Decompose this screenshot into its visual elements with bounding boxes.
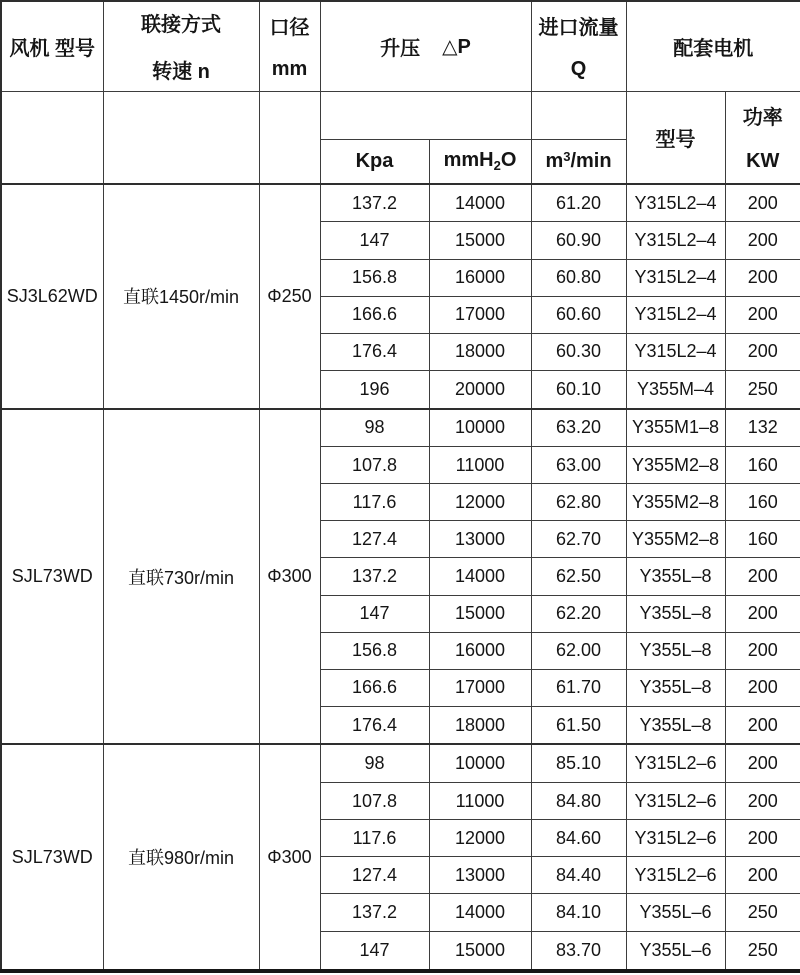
header-unit-mmh2o-label: mmH$_2$O xyxy=(443,149,517,174)
header-unit-mmh2o-cell xyxy=(429,139,531,184)
flow-cell: 63.00 xyxy=(531,447,626,484)
diameter-cell: Φ250 xyxy=(259,184,320,409)
motor-model-cell: Y315L2–6 xyxy=(626,820,725,857)
mmh2o-cell: 14000 xyxy=(429,894,531,931)
power-cell: 200 xyxy=(725,820,800,857)
flow-cell: 61.20 xyxy=(531,184,626,222)
header-diameter-spacer-cell xyxy=(259,91,320,184)
mmh2o-cell: 15000 xyxy=(429,595,531,632)
flow-cell: 60.30 xyxy=(531,333,626,370)
motor-model-cell: Y315L2–6 xyxy=(626,744,725,782)
motor-model-cell: Y315L2–4 xyxy=(626,259,725,296)
motor-model-cell: Y355L–8 xyxy=(626,632,725,669)
mmh2o-cell: 15000 xyxy=(429,222,531,259)
power-cell: 250 xyxy=(725,371,800,409)
header-pressure-spacer-cell xyxy=(320,91,531,139)
header-power-line1: 功率 xyxy=(742,107,783,130)
header-flow-spacer-cell xyxy=(531,91,626,139)
kpa-cell: 176.4 xyxy=(320,707,429,745)
flow-cell: 61.70 xyxy=(531,669,626,706)
motor-model-cell: Y355M2–8 xyxy=(626,484,725,521)
mmh2o-cell: 13000 xyxy=(429,521,531,558)
header-connection-cell xyxy=(103,1,259,91)
power-cell: 250 xyxy=(725,931,800,971)
connection-cell: 直联1450r/min xyxy=(103,184,259,409)
flow-cell: 62.80 xyxy=(531,484,626,521)
flow-cell: 60.60 xyxy=(531,296,626,333)
power-cell: 200 xyxy=(725,857,800,894)
flow-cell: 60.90 xyxy=(531,222,626,259)
diameter-cell: Φ300 xyxy=(259,744,320,971)
flow-cell: 62.70 xyxy=(531,521,626,558)
kpa-cell: 127.4 xyxy=(320,857,429,894)
motor-model-cell: Y355L–6 xyxy=(626,931,725,971)
power-cell: 160 xyxy=(725,447,800,484)
header-connection-spacer-cell xyxy=(103,91,259,184)
kpa-cell: 166.6 xyxy=(320,296,429,333)
header-fan-model-label: 风机 型号 xyxy=(9,37,96,60)
flow-cell: 84.10 xyxy=(531,894,626,931)
header-row-2 xyxy=(1,91,800,139)
motor-model-cell: Y355M2–8 xyxy=(626,447,725,484)
mmh2o-cell: 17000 xyxy=(429,669,531,706)
header-unit-m3min-label: $m^3/\min$ xyxy=(545,149,612,173)
power-cell: 200 xyxy=(725,558,800,595)
flow-cell: 63.20 xyxy=(531,409,626,447)
mmh2o-cell: 20000 xyxy=(429,371,531,409)
power-cell: 200 xyxy=(725,669,800,706)
motor-model-cell: Y355M2–8 xyxy=(626,521,725,558)
connection-cell: 直联980r/min xyxy=(103,744,259,971)
flow-cell: 83.70 xyxy=(531,931,626,971)
mmh2o-cell: 12000 xyxy=(429,484,531,521)
power-cell: 200 xyxy=(725,632,800,669)
header-fan-model-spacer-cell xyxy=(1,91,103,184)
mmh2o-cell: 18000 xyxy=(429,707,531,745)
fan-model-cell: SJL73WD xyxy=(1,409,103,745)
power-cell: 200 xyxy=(725,707,800,745)
header-connection-line2: 转速 n xyxy=(152,61,210,84)
mmh2o-cell: 13000 xyxy=(429,857,531,894)
motor-model-cell: Y355L–8 xyxy=(626,707,725,745)
mmh2o-cell: 16000 xyxy=(429,632,531,669)
motor-model-cell: Y355L–8 xyxy=(626,595,725,632)
motor-model-cell: Y315L2–4 xyxy=(626,184,725,222)
kpa-cell: 196 xyxy=(320,371,429,409)
kpa-cell: 107.8 xyxy=(320,447,429,484)
power-cell: 200 xyxy=(725,259,800,296)
flow-cell: 62.20 xyxy=(531,595,626,632)
kpa-cell: 107.8 xyxy=(320,782,429,819)
flow-cell: 84.60 xyxy=(531,820,626,857)
header-unit-kpa-label: Kpa xyxy=(355,149,394,172)
header-row-1 xyxy=(1,1,800,91)
kpa-cell: 147 xyxy=(320,595,429,632)
power-cell: 160 xyxy=(725,484,800,521)
header-diameter-line2: mm xyxy=(271,58,308,81)
mmh2o-cell: 15000 xyxy=(429,931,531,971)
header-flow-cell xyxy=(531,1,626,91)
header-pressure-label: 升压 xyxy=(380,37,421,60)
power-cell: 200 xyxy=(725,296,800,333)
kpa-cell: 117.6 xyxy=(320,484,429,521)
kpa-cell: 137.2 xyxy=(320,558,429,595)
table-row xyxy=(1,409,800,447)
flow-cell: 62.50 xyxy=(531,558,626,595)
motor-model-cell: Y355M1–8 xyxy=(626,409,725,447)
kpa-cell: 147 xyxy=(320,222,429,259)
flow-cell: 62.00 xyxy=(531,632,626,669)
header-pressure-cell xyxy=(320,1,531,91)
kpa-cell: 127.4 xyxy=(320,521,429,558)
flow-cell: 60.10 xyxy=(531,371,626,409)
power-cell: 200 xyxy=(725,222,800,259)
header-fan-model-cell xyxy=(1,1,103,91)
motor-model-cell: Y355L–8 xyxy=(626,558,725,595)
mmh2o-cell: 14000 xyxy=(429,558,531,595)
fan-model-cell: SJ3L62WD xyxy=(1,184,103,409)
header-unit-m3min-cell xyxy=(531,139,626,184)
table-row xyxy=(1,184,800,222)
mmh2o-cell: 16000 xyxy=(429,259,531,296)
kpa-cell: 166.6 xyxy=(320,669,429,706)
mmh2o-cell: 10000 xyxy=(429,744,531,782)
kpa-cell: 117.6 xyxy=(320,820,429,857)
motor-model-cell: Y355L–6 xyxy=(626,894,725,931)
kpa-cell: 137.2 xyxy=(320,184,429,222)
kpa-cell: 98 xyxy=(320,744,429,782)
connection-cell: 直联730r/min xyxy=(103,409,259,745)
motor-model-cell: Y355M–4 xyxy=(626,371,725,409)
flow-cell: 84.80 xyxy=(531,782,626,819)
header-pressure-delta: △P xyxy=(442,35,471,58)
header-motor-model-cell xyxy=(626,91,725,184)
header-motor-model-label: 型号 xyxy=(655,128,696,151)
flow-cell: 85.10 xyxy=(531,744,626,782)
kpa-cell: 98 xyxy=(320,409,429,447)
header-flow-line2: Q xyxy=(570,58,587,81)
mmh2o-cell: 11000 xyxy=(429,447,531,484)
header-motor-group-label: 配套电机 xyxy=(673,37,754,60)
power-cell: 160 xyxy=(725,521,800,558)
power-cell: 200 xyxy=(725,333,800,370)
mmh2o-cell: 12000 xyxy=(429,820,531,857)
mmh2o-cell: 18000 xyxy=(429,333,531,370)
kpa-cell: 137.2 xyxy=(320,894,429,931)
motor-model-cell: Y315L2–4 xyxy=(626,222,725,259)
mmh2o-cell: 10000 xyxy=(429,409,531,447)
header-diameter-line1: 口径 xyxy=(269,17,310,40)
mmh2o-cell: 17000 xyxy=(429,296,531,333)
mmh2o-cell: 11000 xyxy=(429,782,531,819)
motor-model-cell: Y315L2–4 xyxy=(626,296,725,333)
kpa-cell: 156.8 xyxy=(320,632,429,669)
flow-cell: 60.80 xyxy=(531,259,626,296)
flow-cell: 84.40 xyxy=(531,857,626,894)
motor-model-cell: Y355L–8 xyxy=(626,669,725,706)
diameter-cell: Φ300 xyxy=(259,409,320,745)
header-unit-kpa-cell xyxy=(320,139,429,184)
mmh2o-cell: 14000 xyxy=(429,184,531,222)
power-cell: 200 xyxy=(725,595,800,632)
power-cell: 250 xyxy=(725,894,800,931)
motor-model-cell: Y315L2–4 xyxy=(626,333,725,370)
header-connection-line1: 联接方式 xyxy=(141,14,221,37)
flow-cell: 61.50 xyxy=(531,707,626,745)
header-power-line2: KW xyxy=(746,150,780,173)
header-power-cell xyxy=(725,91,800,184)
fan-model-cell: SJL73WD xyxy=(1,744,103,971)
power-cell: 132 xyxy=(725,409,800,447)
motor-model-cell: Y315L2–6 xyxy=(626,857,725,894)
kpa-cell: 176.4 xyxy=(320,333,429,370)
kpa-cell: 156.8 xyxy=(320,259,429,296)
header-flow-line1: 进口流量 xyxy=(538,17,619,40)
header-motor-group-cell xyxy=(626,1,800,91)
table-row xyxy=(1,744,800,782)
motor-model-cell: Y315L2–6 xyxy=(626,782,725,819)
power-cell: 200 xyxy=(725,184,800,222)
header-diameter-cell xyxy=(259,1,320,91)
power-cell: 200 xyxy=(725,744,800,782)
kpa-cell: 147 xyxy=(320,931,429,971)
power-cell: 200 xyxy=(725,782,800,819)
